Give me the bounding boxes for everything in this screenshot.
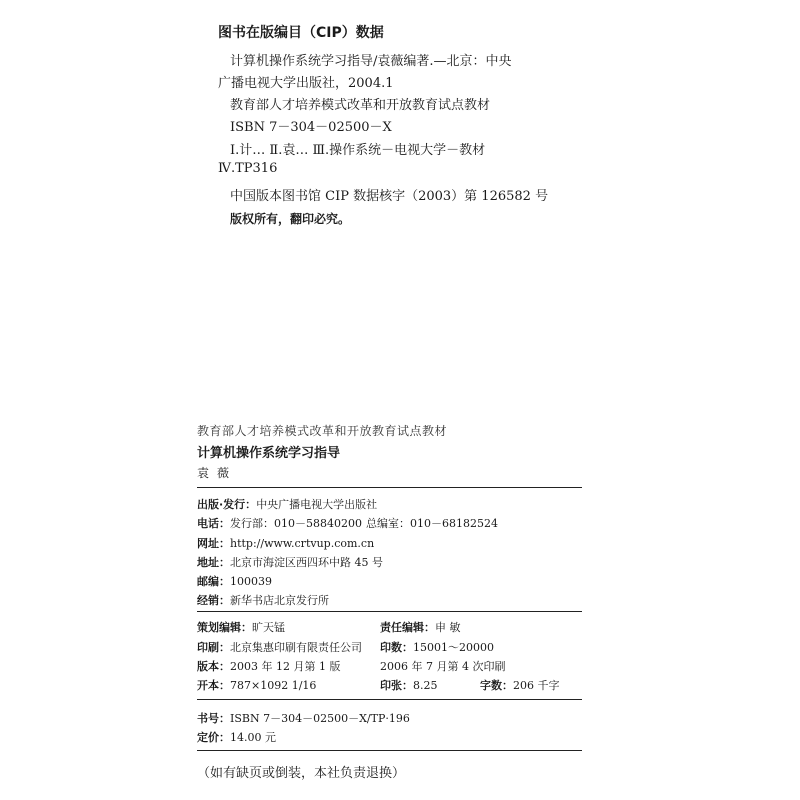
printer-value: 北京集惠印刷有限责任公司 <box>230 641 362 654</box>
sheets-row <box>380 677 438 693</box>
editor-row <box>380 619 461 635</box>
publisher-value: 中央广播电视大学出版社 <box>256 498 378 511</box>
format-row <box>197 677 316 693</box>
series-name: 教育部人才培养模式改革和开放教育试点教材 <box>197 424 448 438</box>
edition-value: 2003 年 12 月第 1 版 <box>230 660 341 673</box>
dealer-label: 经销： <box>197 594 230 607</box>
price-label: 定价： <box>197 731 230 744</box>
publisher-label: 出版·发行： <box>197 498 257 511</box>
cip-line-7: 中国版本图书馆 CIP 数据核字（2003）第 126582 号 <box>230 189 549 204</box>
divider-3 <box>197 699 582 700</box>
dealer-row <box>197 592 329 608</box>
words-row <box>480 677 560 693</box>
planner-value: 旷天锰 <box>252 621 285 634</box>
divider-4 <box>197 750 582 751</box>
publisher-row <box>197 496 377 512</box>
rights-notice: 版权所有，翻印必究。 <box>230 212 351 226</box>
cip-heading: 图书在版编目（CIP）数据 <box>218 25 384 41</box>
editor-label: 责任编辑： <box>380 621 435 634</box>
phone-label: 电话： <box>197 517 230 530</box>
address-value: 北京市海淀区西四环中路 45 号 <box>230 556 383 569</box>
printer-label: 印刷： <box>197 641 230 654</box>
web-label: 网址： <box>197 537 230 550</box>
cip-line-4: ISBN 7－304－02500－X <box>230 120 392 135</box>
postcode-row <box>197 573 272 589</box>
edition-label: 版本： <box>197 660 230 673</box>
book-title: 计算机操作系统学习指导 <box>197 446 341 461</box>
cip-line-6: Ⅳ.TP316 <box>218 161 278 176</box>
address-label: 地址： <box>197 556 230 569</box>
print-count-value: 15001～20000 <box>413 641 494 654</box>
book-number-value: ISBN 7－304－02500－X/TP·196 <box>230 712 410 725</box>
phone-value-1: 发行部：010－58840200 <box>230 517 362 530</box>
edition-row <box>197 658 340 674</box>
cip-line-2: 广播电视大学出版社，2004.1 <box>218 76 394 91</box>
planner-label: 策划编辑： <box>197 621 252 634</box>
print-count-row <box>380 639 494 655</box>
cip-line-1: 计算机操作系统学习指导/袁薇编著.—北京：中央 <box>230 54 512 69</box>
dealer-value: 新华书店北京发行所 <box>230 594 329 607</box>
print-date: 2006 年 7 月第 4 次印刷 <box>380 660 506 673</box>
book-number-row <box>197 710 410 726</box>
price-row <box>197 729 276 745</box>
return-notice: （如有缺页或倒装，本社负责退换） <box>197 766 406 781</box>
words-value: 206 千字 <box>513 679 560 692</box>
book-number-label: 书号： <box>197 712 230 725</box>
phone-value-2: 总编室：010－68182524 <box>366 517 498 530</box>
book-author: 袁薇 <box>197 466 238 480</box>
phone-row <box>197 515 362 531</box>
sheets-value: 8.25 <box>413 679 438 692</box>
cip-line-5: Ⅰ.计… Ⅱ.袁… Ⅲ.操作系统－电视大学－教材 <box>230 143 486 158</box>
words-label: 字数： <box>480 679 513 692</box>
cip-line-3: 教育部人才培养模式改革和开放教育试点教材 <box>230 98 491 113</box>
divider-2 <box>197 611 582 612</box>
printer-row <box>197 639 362 655</box>
format-value: 787×1092 1/16 <box>230 679 317 692</box>
postcode-label: 邮编： <box>197 575 230 588</box>
address-row <box>197 554 383 570</box>
divider-1 <box>197 487 582 488</box>
postcode-value: 100039 <box>230 575 272 588</box>
format-label: 开本： <box>197 679 230 692</box>
planner-row <box>197 619 285 635</box>
price-value: 14.00 元 <box>230 731 276 744</box>
print-count-label: 印数： <box>380 641 413 654</box>
sheets-label: 印张： <box>380 679 413 692</box>
web-row <box>197 535 374 551</box>
web-value: http://www.crtvup.com.cn <box>230 537 375 550</box>
editor-value: 申 敏 <box>435 621 461 634</box>
